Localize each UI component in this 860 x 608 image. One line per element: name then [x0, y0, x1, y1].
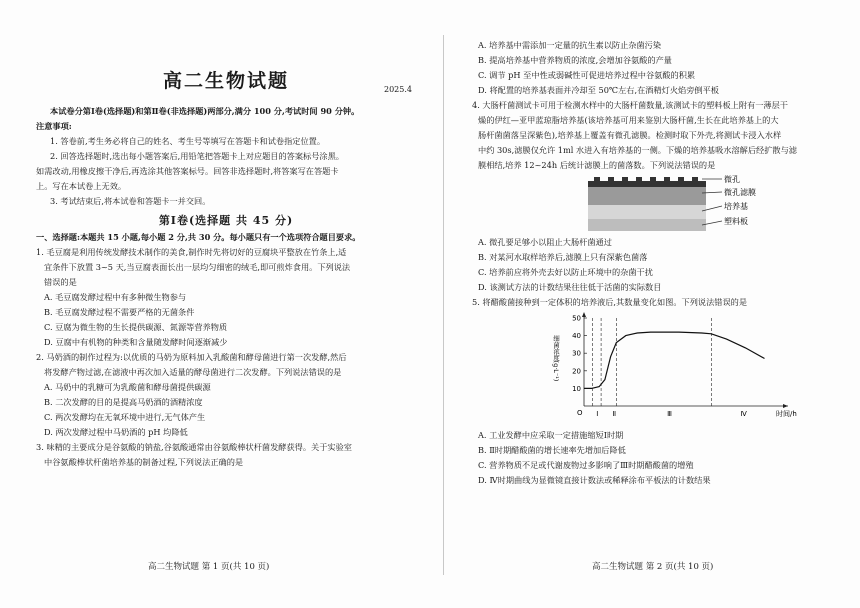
q3-option: A. 培养基中需添加一定量的抗生素以防止杂菌污染 — [478, 40, 662, 50]
q4-option: C. 培养前应将外壳去好以防止环境中的杂菌干扰 — [478, 267, 653, 277]
q1-option: B. 毛豆腐发酵过程不需要严格的无菌条件 — [44, 307, 195, 317]
q1-stem: 1. 毛豆腐是利用传统发酵技术制作的美食,制作时先将切好的豆腐块平整放在竹条上,适 — [36, 247, 347, 257]
y-axis-arrow — [582, 312, 586, 317]
section-intro: 一、选择题:本题共 15 小题,每小题 2 分,共 30 分。每小题只有一个选项符合题目要求。 — [36, 232, 361, 242]
page-title — [36, 70, 416, 100]
plastic-layer — [588, 219, 706, 231]
phase-label: Ⅰ — [596, 410, 599, 418]
growth-chart-svg — [538, 310, 798, 428]
phase-label: Ⅳ — [740, 410, 747, 418]
origin-label: O — [577, 409, 583, 417]
q4-option: D. 该测试方法的计数结果往往低于活菌的实际数目 — [478, 282, 662, 292]
y-tick-label: 30 — [572, 349, 581, 358]
notice-item: 3. 考试结束后,将本试卷和答题卡一并交回。 — [50, 196, 211, 206]
q4-stem: 膜相结,培养 12~24h 后统计滤膜上的菌落数。下列说法错误的是 — [478, 160, 716, 170]
notice-item: 上。写在本试卷上无效。 — [36, 181, 127, 191]
x-axis-arrow — [783, 404, 788, 408]
y-tick-label: 40 — [572, 332, 581, 341]
q2-option: D. 两次发酵过程中马奶酒的 pH 均降低 — [44, 427, 188, 437]
q2-stem: 2. 马奶酒的制作过程为:以优质的马奶为原料加入乳酸菌和酵母菌进行第一次发酵,然后 — [36, 352, 347, 362]
x-axis-label: 时间/h — [776, 410, 797, 418]
y-tick-label: 50 — [572, 314, 581, 323]
q5-option: A. 工业发酵中应采取一定措施缩短Ⅰ时期 — [478, 430, 624, 440]
q2-stem: 将发酵产物过滤,在滤液中再次加入适量的酵母菌进行二次发酵。下列说法错误的是 — [44, 367, 342, 377]
growth-curve — [584, 332, 765, 388]
q4-option: B. 对某河水取样培养后,滤膜上只有深紫色菌落 — [478, 252, 648, 262]
page-footer-right: 高二生物试题 第 2 页(共 10 页) — [592, 562, 714, 572]
page-divider — [443, 35, 444, 575]
page-footer-left: 高二生物试题 第 1 页(共 10 页) — [148, 562, 270, 572]
exam-date: 2025.4 — [384, 85, 412, 94]
title-text: 高二生物试题 — [162, 70, 289, 92]
q3-stem: 3. 味精的主要成分是谷氨酸的钠盐,谷氨酸通常由谷氨酸棒状杆菌发酵获得。关于实验室 — [36, 442, 352, 452]
label-plastic: 塑料板 — [724, 217, 748, 226]
q5-option: D. Ⅳ时期曲线为显微镜直接计数法或稀释涂布平板法的计数结果 — [478, 475, 711, 485]
q2-option: B. 二次发酵的目的是提高马奶酒的酒精浓度 — [44, 397, 203, 407]
phase-label: Ⅲ — [667, 410, 672, 418]
micropore-layer — [588, 181, 706, 187]
binding-margin — [8, 200, 18, 260]
growth-chart — [538, 310, 798, 428]
q3-option: C. 调节 pH 至中性或弱碱性可促进培养过程中谷氨酸的积累 — [478, 70, 696, 80]
q3-option: D. 将配置的培养基表面并冷却至 50℃左右,在酒精灯火焰旁倒平板 — [478, 85, 719, 95]
q4-stem: 4. 大肠杆菌测试卡可用于检测水样中的大肠杆菌数量,该测试卡的塑料板上附有一薄层干 — [472, 100, 788, 110]
notice-item: 如需改动,用橡皮擦干净后,再选涂其他答案标号。回答非选择题时,将答案写在答题卡 — [36, 166, 339, 176]
right-page — [472, 38, 798, 488]
q3-stem: 中谷氨酸棒状杆菌培养基的制备过程,下列说法正确的是 — [44, 457, 244, 467]
q4-option: A. 微孔要足够小以阻止大肠杆菌通过 — [478, 237, 612, 247]
q4-stem: 中约 30s,滤膜仅允许 1ml 水进入有培养基的一侧。下燥的培养基吸水溶解后经扩散与滤 — [478, 145, 797, 155]
left-page — [36, 38, 416, 470]
q5-option: B. Ⅱ时期醋酸菌的增长速率先增加后降低 — [478, 445, 626, 455]
medium-layer — [588, 205, 706, 219]
intro-line: 本试卷分第Ⅰ卷(选择题)和第Ⅱ卷(非选择题)两部分,满分 100 分,考试时间 90 分钟。 — [50, 106, 360, 116]
notice-item: 1. 答卷前,考生务必将自己的姓名、考生号等填写在答题卡和试卷指定位置。 — [50, 136, 326, 146]
q5-option: C. 营养物质不足或代谢废物过多影响了Ⅲ时期醋酸菌的增殖 — [478, 460, 694, 470]
q2-option: A. 马奶中的乳糖可为乳酸菌和酵母菌提供碳源 — [44, 382, 211, 392]
q1-option: C. 豆腐为微生物的生长提供碳源、氮源等营养物质 — [44, 322, 228, 332]
notice-item: 2. 回答选择题时,选出每小题答案后,用铅笔把答题卡上对应题目的答案标号涂黑。 — [50, 151, 344, 161]
q4-stem: 肠杆菌菌落呈深紫色),培养基上覆盖有微孔滤膜。检测时取下外壳,将测试卡浸入水样 — [478, 130, 782, 140]
q1-stem: 宜条件下放置 3~5 天,当豆腐表面长出一层均匀细密的绒毛,即可煎炸食用。下列说法 — [44, 262, 351, 272]
q1-option: A. 毛豆腐发酵过程中有多种微生物参与 — [44, 292, 187, 302]
notice-heading: 注意事项: — [36, 121, 72, 131]
q1-stem: 错误的是 — [44, 277, 77, 287]
test-card-figure — [588, 175, 818, 233]
y-tick-label: 10 — [572, 384, 581, 393]
label-membrane: 微孔滤膜 — [724, 188, 756, 197]
label-medium: 培养基 — [724, 202, 748, 211]
q5-stem: 5. 将醋酸菌接种到一定体积的培养液后,其数量变化如图。下列说法错误的是 — [472, 297, 748, 307]
q4-stem: 燥的伊红—亚甲蓝琼脂培养基(该培养基可用来鉴别大肠杆菌,生长在此培养基上的大 — [478, 115, 779, 125]
y-tick-label: 20 — [572, 367, 581, 376]
section-title: 第Ⅰ卷(选择题 共 45 分) — [158, 214, 294, 227]
q1-option: D. 豆腐中有机物的种类和含量随发酵时间逐渐减少 — [44, 337, 228, 347]
label-micropore: 微孔 — [724, 175, 740, 184]
q3-option: B. 提高培养基中营养物质的浓度,会增加谷氨酸的产量 — [478, 55, 672, 65]
test-card-diagram — [588, 175, 818, 233]
y-axis-label: 细菌浓度(g·L⁻¹) — [552, 334, 560, 382]
membrane-layer — [588, 187, 706, 205]
phase-label: Ⅱ — [612, 410, 617, 418]
q2-option: C. 两次发酵均在无氧环境中进行,无气体产生 — [44, 412, 206, 422]
